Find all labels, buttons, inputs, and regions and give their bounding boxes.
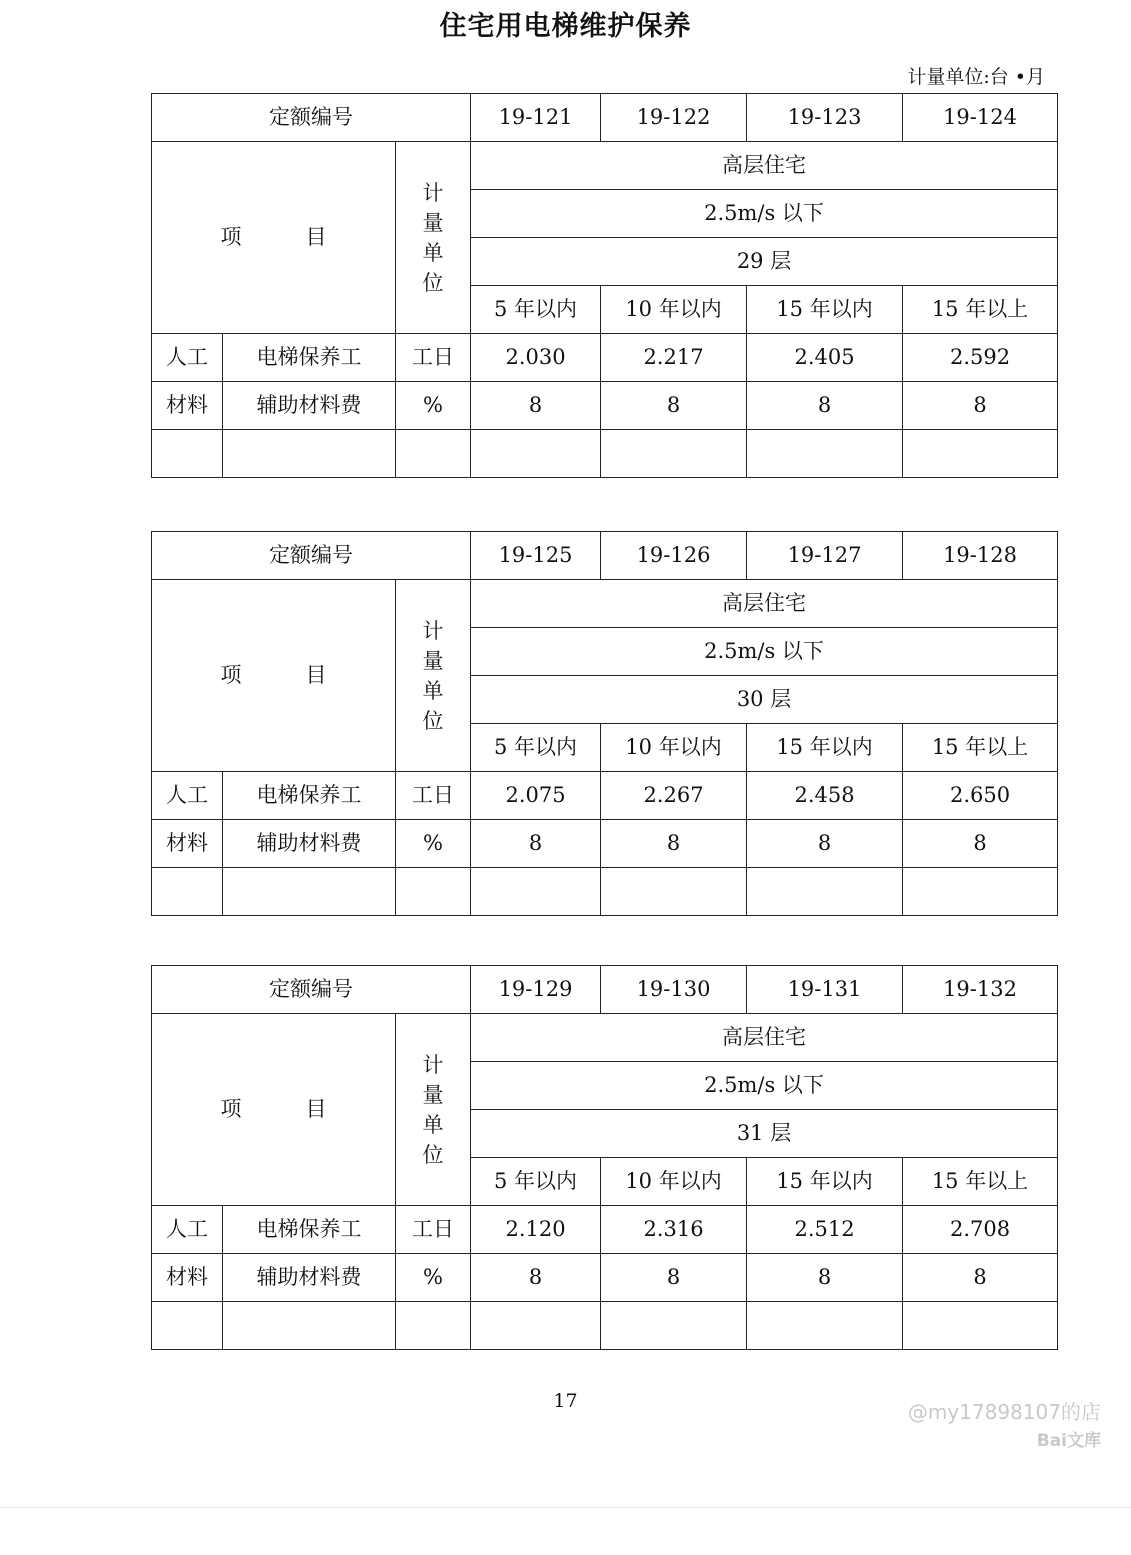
row-name: 电梯保养工 [223, 772, 396, 820]
watermark-shop: @my17898107的店 [907, 1400, 1101, 1424]
empty-cell [396, 868, 471, 916]
empty-cell [601, 430, 747, 478]
code-cell: 19-121 [471, 94, 601, 142]
item-header [152, 1014, 396, 1206]
empty-cell [747, 1302, 903, 1350]
item-label-b: 目 [305, 1096, 327, 1121]
row-unit: % [396, 382, 471, 430]
year-range: 15 年以内 [747, 286, 903, 334]
code-cell: 19-132 [903, 966, 1058, 1014]
row-category: 材料 [152, 820, 223, 868]
empty-cell [471, 868, 601, 916]
code-cell: 19-126 [601, 532, 747, 580]
table-row [152, 772, 1058, 820]
row-name: 电梯保养工 [223, 1206, 396, 1254]
code-cell: 19-131 [747, 966, 903, 1014]
row-value: 2.512 [747, 1206, 903, 1254]
unit-char: 单 [422, 1112, 444, 1137]
item-header [152, 580, 396, 772]
empty-cell [152, 1302, 223, 1350]
row-value: 8 [747, 382, 903, 430]
item-label-a: 项 [220, 224, 242, 249]
empty-cell [471, 1302, 601, 1350]
row-value: 8 [601, 820, 747, 868]
item-label-a: 项 [220, 662, 242, 687]
code-header: 定额编号 [152, 94, 471, 142]
row-value: 2.405 [747, 334, 903, 382]
page-number: 17 [553, 1390, 578, 1412]
code-cell: 19-123 [747, 94, 903, 142]
unit-char: 单 [422, 678, 444, 703]
row-value: 2.120 [471, 1206, 601, 1254]
row-value: 2.030 [471, 334, 601, 382]
code-cell: 19-127 [747, 532, 903, 580]
building-type: 高层住宅 [471, 580, 1058, 628]
row-unit: 工日 [396, 772, 471, 820]
unit-header [396, 580, 471, 772]
code-header: 定额编号 [152, 532, 471, 580]
unit-char: 量 [422, 1082, 444, 1107]
table-row [152, 334, 1058, 382]
row-value: 2.217 [601, 334, 747, 382]
empty-cell [903, 868, 1058, 916]
empty-cell [223, 430, 396, 478]
table-row [152, 382, 1058, 430]
empty-cell [747, 430, 903, 478]
watermark-logo: Bai文库 [1036, 1431, 1101, 1451]
code-cell: 19-129 [471, 966, 601, 1014]
row-value: 8 [471, 820, 601, 868]
row-value: 8 [747, 1254, 903, 1302]
unit-char: 计 [422, 618, 444, 643]
building-type: 高层住宅 [471, 142, 1058, 190]
row-category: 材料 [152, 1254, 223, 1302]
unit-char: 位 [422, 270, 444, 295]
unit-char: 量 [422, 210, 444, 235]
row-value: 8 [903, 382, 1058, 430]
row-category: 人工 [152, 334, 223, 382]
row-category: 人工 [152, 772, 223, 820]
row-value: 2.592 [903, 334, 1058, 382]
code-header: 定额编号 [152, 966, 471, 1014]
unit-header [396, 1014, 471, 1206]
year-range: 15 年以上 [903, 1158, 1058, 1206]
row-unit: 工日 [396, 1206, 471, 1254]
row-name: 辅助材料费 [223, 820, 396, 868]
unit-note: 计量单位:台 •月 [907, 66, 1045, 88]
code-cell: 19-125 [471, 532, 601, 580]
item-label-a: 项 [220, 1096, 242, 1121]
item-header [152, 142, 396, 334]
row-value: 8 [747, 820, 903, 868]
unit-char: 位 [422, 1142, 444, 1167]
year-range: 15 年以上 [903, 286, 1058, 334]
unit-header [396, 142, 471, 334]
row-value: 2.316 [601, 1206, 747, 1254]
quota-table [151, 93, 1058, 478]
item-label-b: 目 [305, 224, 327, 249]
table-row-empty [152, 430, 1058, 478]
row-unit: 工日 [396, 334, 471, 382]
table-row [152, 820, 1058, 868]
row-value: 8 [903, 820, 1058, 868]
footer-divider [0, 1507, 1131, 1508]
empty-cell [747, 868, 903, 916]
table-row-empty [152, 868, 1058, 916]
floor-count: 31 层 [471, 1110, 1058, 1158]
unit-char: 计 [422, 180, 444, 205]
year-range: 15 年以内 [747, 724, 903, 772]
year-range: 15 年以上 [903, 724, 1058, 772]
code-cell: 19-128 [903, 532, 1058, 580]
table-row [152, 1206, 1058, 1254]
empty-cell [903, 430, 1058, 478]
row-value: 2.650 [903, 772, 1058, 820]
empty-cell [152, 868, 223, 916]
row-value: 8 [471, 1254, 601, 1302]
table-row-empty [152, 1302, 1058, 1350]
row-value: 2.458 [747, 772, 903, 820]
empty-cell [223, 868, 396, 916]
empty-cell [223, 1302, 396, 1350]
year-range: 5 年以内 [471, 1158, 601, 1206]
unit-char: 位 [422, 708, 444, 733]
unit-char: 单 [422, 240, 444, 265]
row-name: 辅助材料费 [223, 1254, 396, 1302]
row-value: 8 [903, 1254, 1058, 1302]
row-category: 材料 [152, 382, 223, 430]
year-range: 15 年以内 [747, 1158, 903, 1206]
row-value: 8 [601, 382, 747, 430]
empty-cell [396, 430, 471, 478]
table-row [152, 1254, 1058, 1302]
row-value: 8 [601, 1254, 747, 1302]
row-category: 人工 [152, 1206, 223, 1254]
unit-char: 量 [422, 648, 444, 673]
row-name: 电梯保养工 [223, 334, 396, 382]
empty-cell [471, 430, 601, 478]
floor-count: 30 层 [471, 676, 1058, 724]
row-value: 2.708 [903, 1206, 1058, 1254]
item-label-b: 目 [305, 662, 327, 687]
row-value: 8 [471, 382, 601, 430]
quota-table [151, 965, 1058, 1350]
row-value: 2.075 [471, 772, 601, 820]
unit-char: 计 [422, 1052, 444, 1077]
code-cell: 19-130 [601, 966, 747, 1014]
row-unit: % [396, 1254, 471, 1302]
year-range: 10 年以内 [601, 1158, 747, 1206]
code-cell: 19-122 [601, 94, 747, 142]
empty-cell [903, 1302, 1058, 1350]
speed-range: 2.5m/s 以下 [471, 628, 1058, 676]
floor-count: 29 层 [471, 238, 1058, 286]
empty-cell [601, 1302, 747, 1350]
row-name: 辅助材料费 [223, 382, 396, 430]
page-title: 住宅用电梯维护保养 [439, 11, 692, 42]
row-value: 2.267 [601, 772, 747, 820]
speed-range: 2.5m/s 以下 [471, 190, 1058, 238]
year-range: 5 年以内 [471, 724, 601, 772]
row-unit: % [396, 820, 471, 868]
year-range: 5 年以内 [471, 286, 601, 334]
year-range: 10 年以内 [601, 286, 747, 334]
empty-cell [601, 868, 747, 916]
code-cell: 19-124 [903, 94, 1058, 142]
speed-range: 2.5m/s 以下 [471, 1062, 1058, 1110]
quota-table [151, 531, 1058, 916]
building-type: 高层住宅 [471, 1014, 1058, 1062]
empty-cell [396, 1302, 471, 1350]
empty-cell [152, 430, 223, 478]
year-range: 10 年以内 [601, 724, 747, 772]
